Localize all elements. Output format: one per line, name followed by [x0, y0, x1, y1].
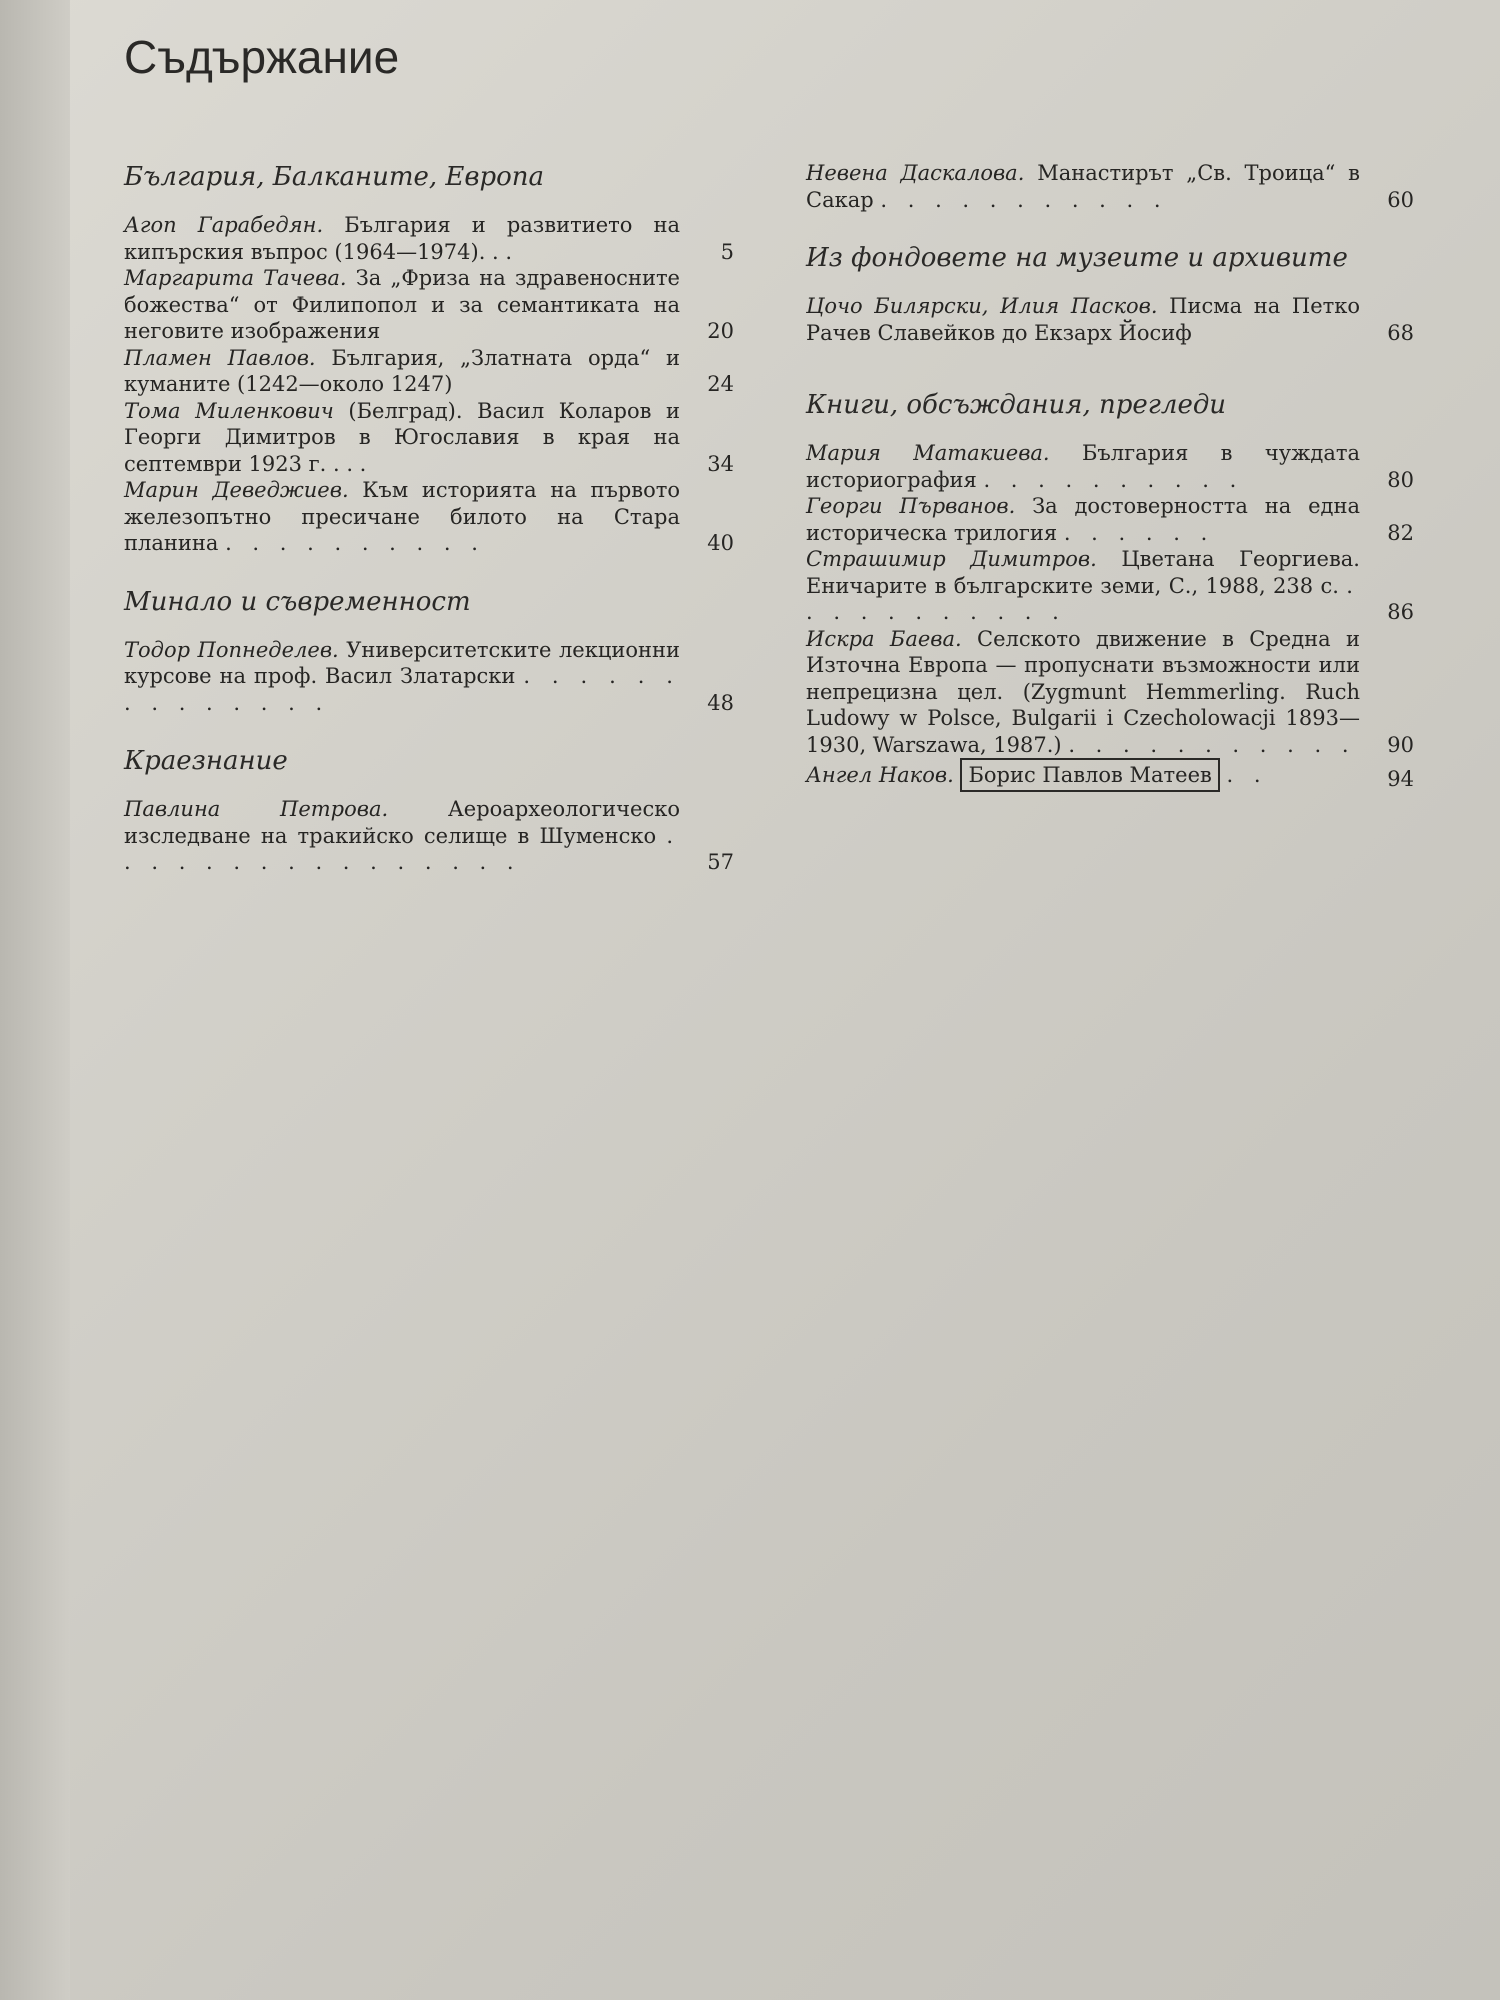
entry-author: Страшимир Димитров. [806, 547, 1097, 571]
leader-dots: . . . . . . . . . . . [1068, 732, 1356, 757]
toc-entry[interactable] [124, 212, 734, 265]
entry-author: Павлина Петрова. [124, 797, 389, 821]
entry-title: За „Фриза на здравеносните божества“ от Филипопол и за семантиката на неговите изображения [124, 266, 680, 343]
entry-author: Цочо Билярски, Илия Пасков. [806, 294, 1158, 318]
entry-title: България в чуждата историография [806, 441, 1360, 492]
entry-author: Георги Първанов. [806, 494, 1016, 518]
entry-title: Цветана Георгиева. Еничарите в българските земи, С., 1988, 238 с. [806, 547, 1360, 598]
toc-entry[interactable] [806, 160, 1414, 213]
toc-entry[interactable] [806, 758, 1414, 792]
leader-dots: . . . . . . [1063, 520, 1215, 545]
entry-page: 80 [1387, 467, 1414, 492]
entry-page: 40 [707, 531, 734, 555]
entry-author: Невена Даскалова. [806, 161, 1025, 185]
leader-dots: . . . . . . . . . . . . . . . . [124, 823, 680, 874]
toc-entry[interactable] [124, 265, 734, 345]
entry-title: Селското движение в Средна и Източна Европа — пропуснати възможности или непрецизна цел. (Zygmunt Hemmerling. Ruch Ludowy w Polsce, Bulgarii i Czecholowacji 1893—1930, Warszawa, 1987.) [806, 626, 1360, 757]
entry-title: България, „Златната орда“ и куманите (1242—около 1247) [124, 345, 680, 396]
toc-entry[interactable] [806, 293, 1414, 346]
section-heading: Краезнание [124, 746, 288, 776]
memorial-name-frame: Борис Павлов Матеев [960, 758, 1219, 792]
entry-title: България и развитието на кипърския въпрос (1964—1974). . . [124, 213, 681, 264]
entry-page: 60 [1387, 187, 1414, 212]
page-title: Съдържание [124, 31, 400, 83]
toc-entry[interactable] [806, 493, 1414, 546]
entry-title: Към историята на първото железопътно пресичане билото на Стара планина [124, 478, 680, 555]
leader-dots: . . . . . . . . . . [225, 531, 485, 555]
entry-author: Агоп Гарабедян. [124, 213, 324, 237]
entry-page: 82 [1387, 520, 1414, 545]
entry-title: Манастирът „Св. Троица“ в Сакар [806, 161, 1360, 212]
entry-author: Искра Баева. [806, 626, 962, 651]
toc-entry[interactable] [124, 796, 734, 876]
entry-author: Ангел Наков. [806, 763, 954, 787]
entry-page: 90 [1387, 732, 1414, 757]
toc-entry[interactable] [806, 626, 1414, 759]
right-column [806, 160, 1414, 792]
toc-entry[interactable] [124, 637, 734, 717]
toc-entry[interactable] [124, 398, 734, 478]
entry-author: Марин Деведжиев. [124, 478, 349, 502]
section-heading: Минало и съвременност [124, 586, 471, 617]
leader-dots: . . . . . . . . . . . [880, 187, 1168, 212]
entry-author: Тома Миленкович [124, 398, 334, 423]
section-heading: Из фондовете на музеите и архивите [806, 243, 1348, 273]
entry-page: 86 [1387, 600, 1414, 624]
toc-entry[interactable] [806, 546, 1414, 626]
leader-dots: . . . . . . . . . . . [806, 573, 1360, 624]
entry-page: 48 [707, 690, 734, 715]
toc-entry[interactable] [806, 440, 1414, 493]
entry-page: 68 [1387, 320, 1414, 345]
page-shadow-edge [0, 0, 70, 2000]
entry-page: 24 [707, 372, 734, 396]
entry-page: 94 [1387, 766, 1414, 791]
section-heading: Книги, обсъждания, прегледи [806, 390, 1227, 420]
entry-author: Тодор Попнеделев. [124, 637, 339, 662]
entry-page: 57 [707, 850, 734, 874]
entry-page: 34 [707, 451, 734, 476]
entry-title: Писма на Петко Рачев Славейков до Екзарх Йосиф [806, 294, 1361, 345]
toc-entry[interactable] [124, 477, 734, 557]
entry-title: Аероархеологическо изследване на тракийско селище в Шуменско [124, 797, 680, 848]
entry-author: Маргарита Тачева. [124, 266, 347, 290]
entry-author: Мария Матакиева. [806, 441, 1050, 465]
left-column [124, 160, 734, 876]
entry-page: 5 [720, 239, 734, 264]
toc-entry[interactable] [124, 345, 734, 398]
entry-title: Университетските лекционни курсове на проф. Васил Златарски [124, 637, 680, 688]
leader-dots: . . . . . . . . . . [983, 467, 1244, 492]
entry-page: 20 [707, 319, 734, 343]
entry-title: За достоверността на една историческа трилогия [806, 494, 1360, 545]
leader-dots: . . [1226, 763, 1268, 787]
entry-author: Пламен Павлов. [124, 345, 316, 370]
leader-dots: . . . . . . . . . . . . . . [124, 664, 680, 715]
entry-title: (Белград). Васил Коларов и Георги Димитров в Югославия в края на септември 1923 г. . . . [124, 398, 680, 476]
section-heading: България, Балканите, Европа [124, 162, 545, 192]
